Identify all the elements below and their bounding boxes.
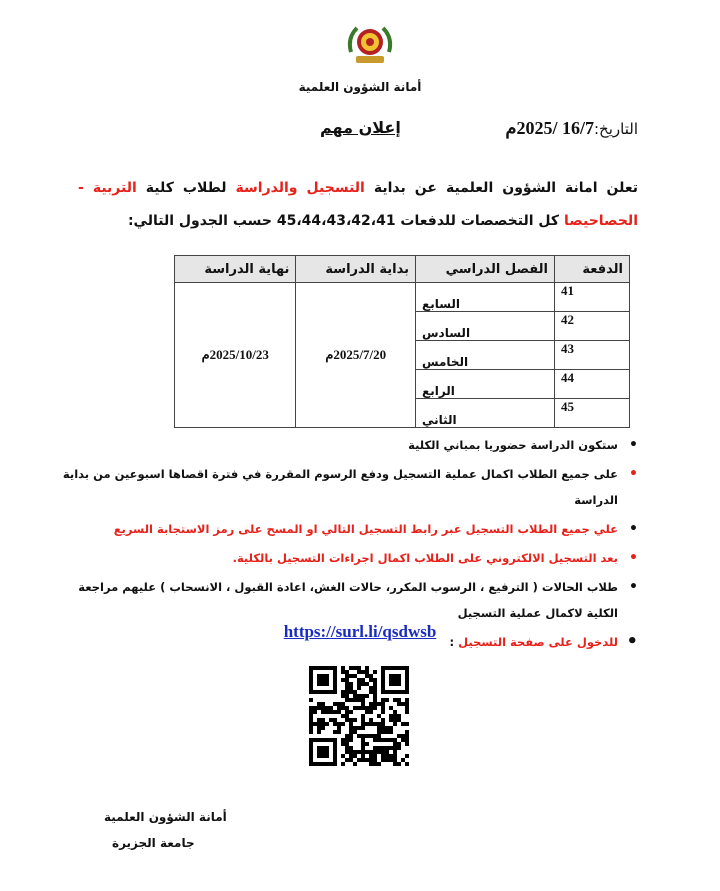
list-item: • علي جميع الطلاب التسجيل عبر رابط التسجيل التالي او المسح على رمز الاستجابة السريع [58, 516, 638, 542]
list-item: • بعد التسجيل الالكتروني على الطلاب اكمال اجراءات التسجيل بالكلية. [58, 545, 638, 571]
batch-cell: 41 [555, 283, 630, 312]
date-line [505, 118, 638, 139]
intro-text-1: تعلن امانة الشؤون العلمية عن بداية [364, 180, 638, 196]
date-label: التاريخ: [594, 120, 638, 138]
end-date-cell: 2025/10/23م [175, 283, 296, 428]
list-item: • ستكون الدراسة حضوريا بمباني الكلية [58, 432, 638, 458]
batch-cell: 45 [555, 399, 630, 428]
batch-cell: 42 [555, 312, 630, 341]
semester-cell: السادس [416, 312, 555, 341]
header-start: بداية الدراسة [296, 256, 416, 283]
schedule-table [174, 255, 630, 428]
list-item: • على جميع الطلاب اكمال عملية التسجيل ودفع الرسوم المقررة في فترة اقصاها اسبوعين من بداية الدراسة [58, 461, 638, 513]
header-batch: الدفعة [555, 256, 630, 283]
intro-text-2: لطلاب كلية [136, 180, 236, 196]
semester-cell: السابع [416, 283, 555, 312]
semester-cell: الثاني [416, 399, 555, 428]
qr-code-icon[interactable] [309, 666, 409, 766]
header-end: نهاية الدراسة [175, 256, 296, 283]
semester-cell: الرابع [416, 370, 555, 399]
batch-cell: 43 [555, 341, 630, 370]
intro-paragraph [78, 172, 638, 238]
list-item-registration-page: • للدخول على صفحة التسجيل : [58, 629, 638, 655]
organization-title: أمانة الشؤون العلمية [298, 80, 422, 94]
batch-cell: 44 [555, 370, 630, 399]
list-item: • طلاب الحالات ( الترفيع ، الرسوب المكرر، حالات الغش، اعادة القبول ، الانسحاب ) عليهم مراجعة الكلية لاكمال عملية التسجيل [58, 574, 638, 626]
university-emblem-icon [345, 22, 395, 66]
header-semester: الفصل الدراسي [416, 256, 555, 283]
footer-organization: أمانة الشؤون العلمية [104, 810, 227, 824]
footer-university: جامعة الجزيرة [112, 836, 195, 850]
intro-highlight-college: التربية - الحصاحيصا [78, 180, 638, 229]
intro-text-3: كل التخصصات للدفعات 45،44،43،42،41 حسب الجدول التالي: [127, 213, 564, 229]
start-date-cell: 2025/7/20م [296, 283, 416, 428]
registration-link[interactable]: https://surl.li/qsdwsb [283, 622, 437, 641]
table-row [175, 283, 630, 312]
registration-page-label: للدخول على صفحة التسجيل [458, 635, 618, 649]
notice-title: إعلان مهم [320, 118, 401, 137]
table-header-row [175, 256, 630, 283]
date-value: 16/7 /2025م [505, 118, 594, 138]
intro-highlight-registration: التسجيل والدراسة [235, 180, 365, 196]
semester-cell: الخامس [416, 341, 555, 370]
